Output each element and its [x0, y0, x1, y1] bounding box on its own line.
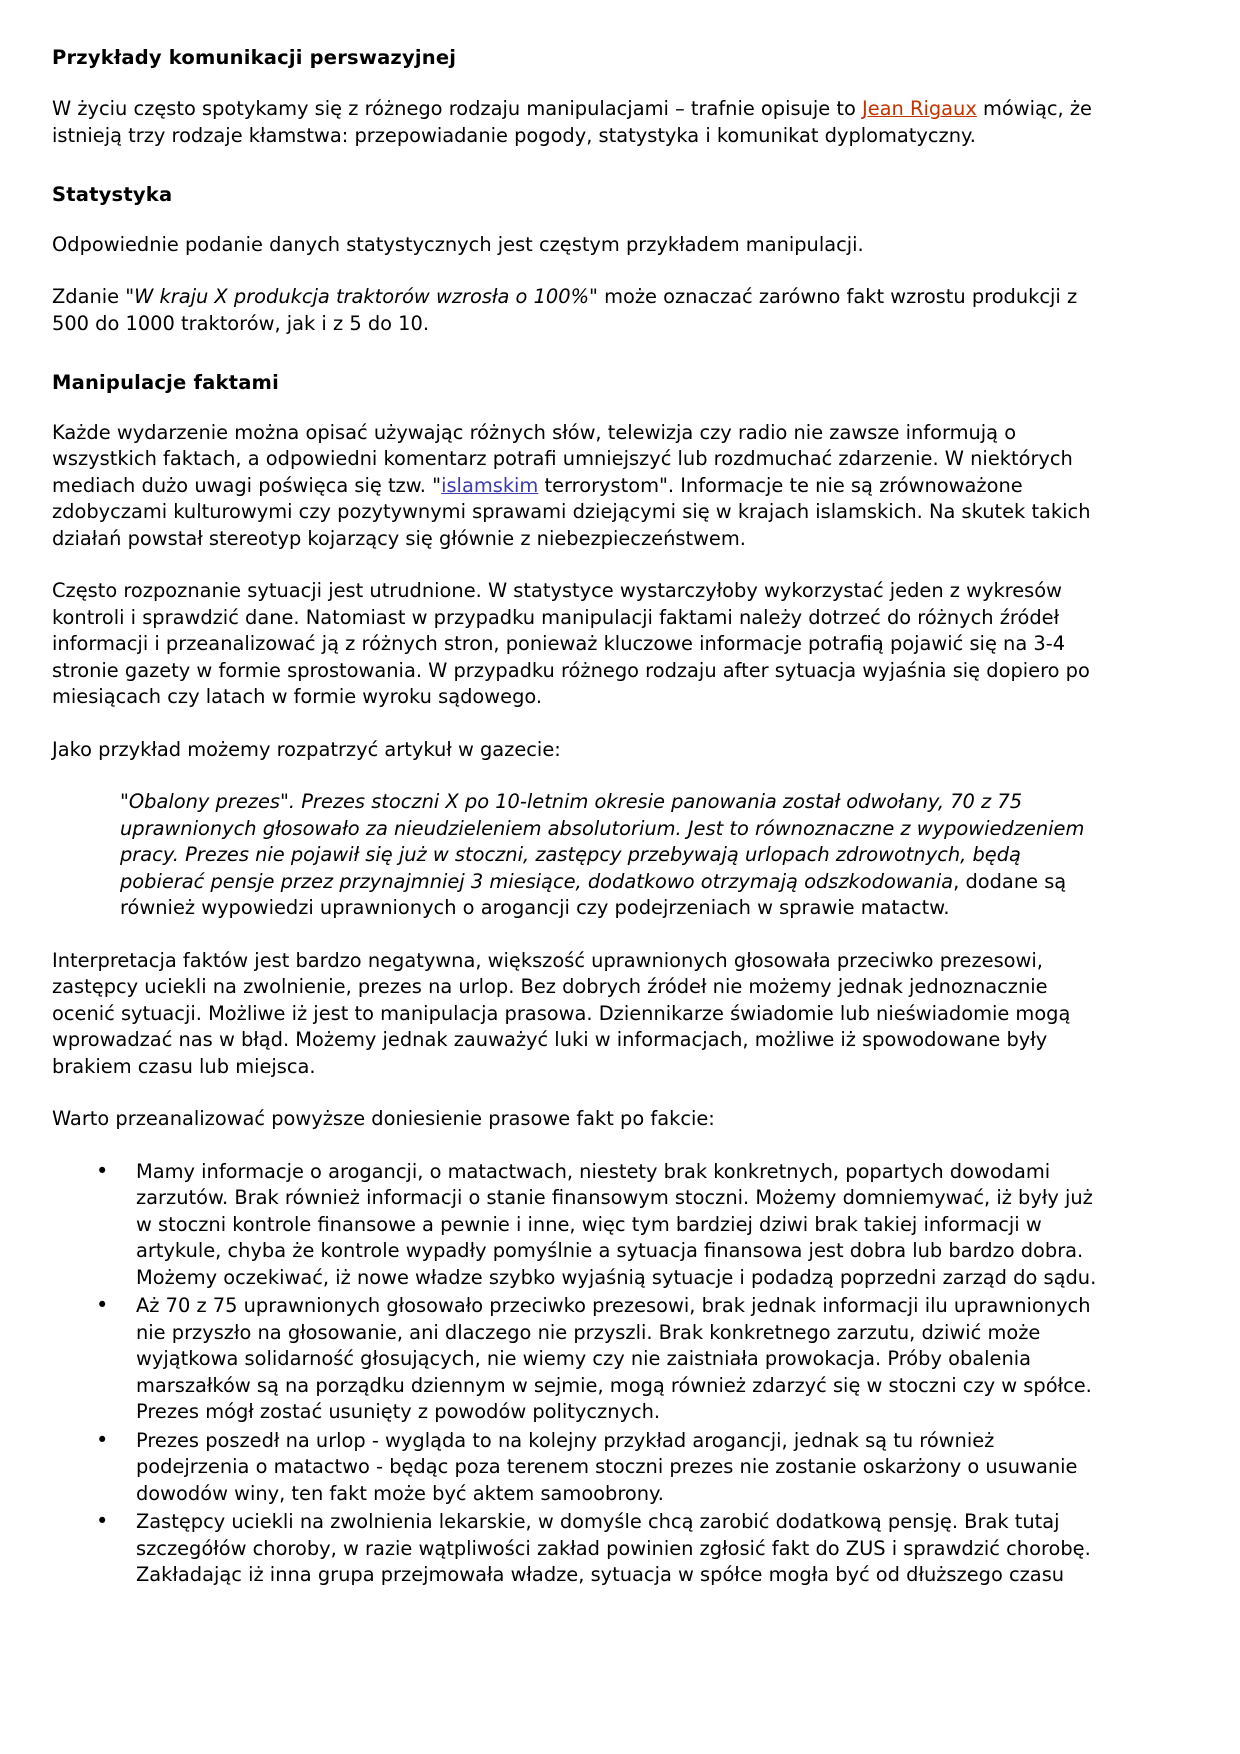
manipulacje-text-after-link: terrorystom". Informacje te nie są zrównoważone zdobyczami kulturowymi czy pozytywnymi sprawami dziejącymi się w krajach islamskich. Na skutek takich działań powstał stereotyp kojarzący się głównie z niebezpieczeństwem.	[52, 473, 1091, 550]
quote-close-text: " może oznaczać zarówno fakt wzrostu produkcji z 500 do 1000 traktorów, jak i z 5 do 10.	[52, 285, 1078, 335]
newspaper-article-quote	[52, 789, 1108, 922]
page-title: Przykłady komunikacji perswazyjnej	[52, 46, 457, 69]
statystyka-paragraph-1: Odpowiednie podanie danych statystycznych jest częstym przykładem manipulacji.	[52, 232, 864, 256]
quote-open-text: Zdanie "	[52, 285, 135, 309]
section-heading-statystyka: Statystyka	[52, 183, 173, 207]
jean-rigaux-link[interactable]: Jean Rigaux	[862, 97, 977, 121]
fact-analysis-list	[52, 1159, 1108, 1589]
manipulacje-text-before-link: Każde wydarzenie można opisać używając różnych słów, telewizja czy radio nie zawsze informują o wszystkich faktach, a odpowiedni komentarz potrafi umniejszyć lub rozdmuchać zdarzenie. W niektórych mediach dużo uwagi poświęca się tzw. "	[52, 420, 1073, 497]
statystyka-paragraph-2	[52, 284, 1108, 337]
manipulacje-paragraph-3: Jako przykład możemy rozpatrzyć artykuł w gazecie:	[52, 737, 561, 761]
interpretation-paragraph: Interpretacja faktów jest bardzo negatywna, większość uprawnionych głosowała przeciwko prezesowi, zastępcy uciekli na zwolnienie, prezes na urlop. Bez dobrych źródeł nie możemy jednak jednoznacznie ocenić sytuacji. Możliwe iż jest to manipulacja prasowa. Dziennikarze świadomie lub nieświadomie mogą wprowadzać nas w błąd. Możemy jednak zauważyć luki w informacjach, możliwe iż spowodowane były brakiem czasu lub miejsca.	[52, 948, 1071, 1078]
italic-quoted-sentence: W kraju X produkcja traktorów wzrosła o 100%	[134, 285, 590, 309]
list-item: • Mamy informacje o arogancji, o matactwach, niestety brak konkretnych, popartych dowodami zarzutów. Brak również informacji o stanie finansowym stoczni. Możemy domniemywać, iż były już w stoczni kontrole finansowe a pewnie i inne, więc tym bardziej dziwi brak takiej informacji w artykule, chyba że kontrole wypadły pomyślnie a sytuacja finansowa jest dobra lub bardzo dobra. Możemy oczekiwać, iż nowe władze szybko wyjaśnią sytuacje i podadzą poprzedni zarząd do sądu.	[88, 1159, 1108, 1292]
quote-italic-text: "Obalony prezes". Prezes stoczni X po 10-letnim okresie panowania został odwołany, 70 z 75 uprawnionych głosowało za nieudzieleniem absolutorium. Jest to równoznaczne z wypowiedzeniem pracy. Prezes nie pojawił się już w stoczni, zastępcy przebywają urlopach zdrowotnych, będą pobierać pensje przez przynajmniej 3 miesiące, dodatkowo otrzymają odszkodowania	[120, 790, 1085, 893]
list-item: • Prezes poszedł na urlop - wygląda to na kolejny przykład arogancji, jednak są tu również podejrzenia o matactwo - będąc poza terenem stoczni prezes nie zostanie oskarżony o usuwanie dowodów winy, ten fakt może być aktem samoobrony.	[88, 1428, 1108, 1508]
quote-normal-text: , dodane są również wypowiedzi uprawnionych o arogancji czy podejrzeniach w sprawie matactw.	[120, 869, 1067, 920]
analysis-intro-paragraph: Warto przeanalizować powyższe doniesienie prasowe fakt po fakcie:	[52, 1107, 715, 1131]
manipulacje-paragraph-2: Często rozpoznanie sytuacji jest utrudnione. W statystyce wystarczyłoby wykorzystać jeden z wykresów kontroli i sprawdzić dane. Natomiast w przypadku manipulacji faktami należy dotrzeć do różnych źródeł informacji i przeanalizować ją z różnych stron, ponieważ kluczowe informacje potrafią pojawić się na 3-4 stronie gazety w formie sprostowania. W przypadku różnego rodzaju after sytuacja wyjaśnia się dopiero po miesiącach czy latach w formie wyroku sądowego.	[52, 579, 1090, 709]
intro-paragraph	[52, 96, 1108, 149]
list-item: • Zastępcy uciekli na zwolnienia lekarskie, w domyśle chcą zarobić dodatkową pensję. Brak tutaj szczegółów choroby, w razie wątpliwości zakład powinien zgłosić fakt do ZUS i sprawdzić chorobę. Zakładając iż inna grupa przejmowała władze, sytuacja w spółce mogła być od dłuższego czasu	[88, 1509, 1108, 1589]
list-item: • Aż 70 z 75 uprawnionych głosowało przeciwko prezesowi, brak jednak informacji ilu uprawnionych nie przyszło na głosowanie, ani dlaczego nie przyszli. Brak konkretnego zarzutu, dziwić może wyjątkowa solidarność głosujących, nie wiemy czy nie zaistniała prowokacja. Próby obalenia marszałków są na porządku dziennym w sejmie, mogą również zdarzyć się w stoczni czy w spółce. Prezes mógł zostać usunięty z powodów politycznych.	[88, 1293, 1108, 1426]
intro-text-after-link: mówiąc, że istnieją trzy rodzaje kłamstwa: przepowiadanie pogody, statystyka i komunikat dyplomatyczny.	[52, 97, 1092, 147]
islamskim-link[interactable]: islamskim	[441, 473, 539, 497]
manipulacje-paragraph-1	[52, 420, 1108, 553]
section-heading-manipulacje-faktami: Manipulacje faktami	[52, 371, 279, 395]
intro-text-before-link: W życiu często spotykamy się z różnego rodzaju manipulacjami – trafnie opisuje to	[52, 97, 862, 121]
